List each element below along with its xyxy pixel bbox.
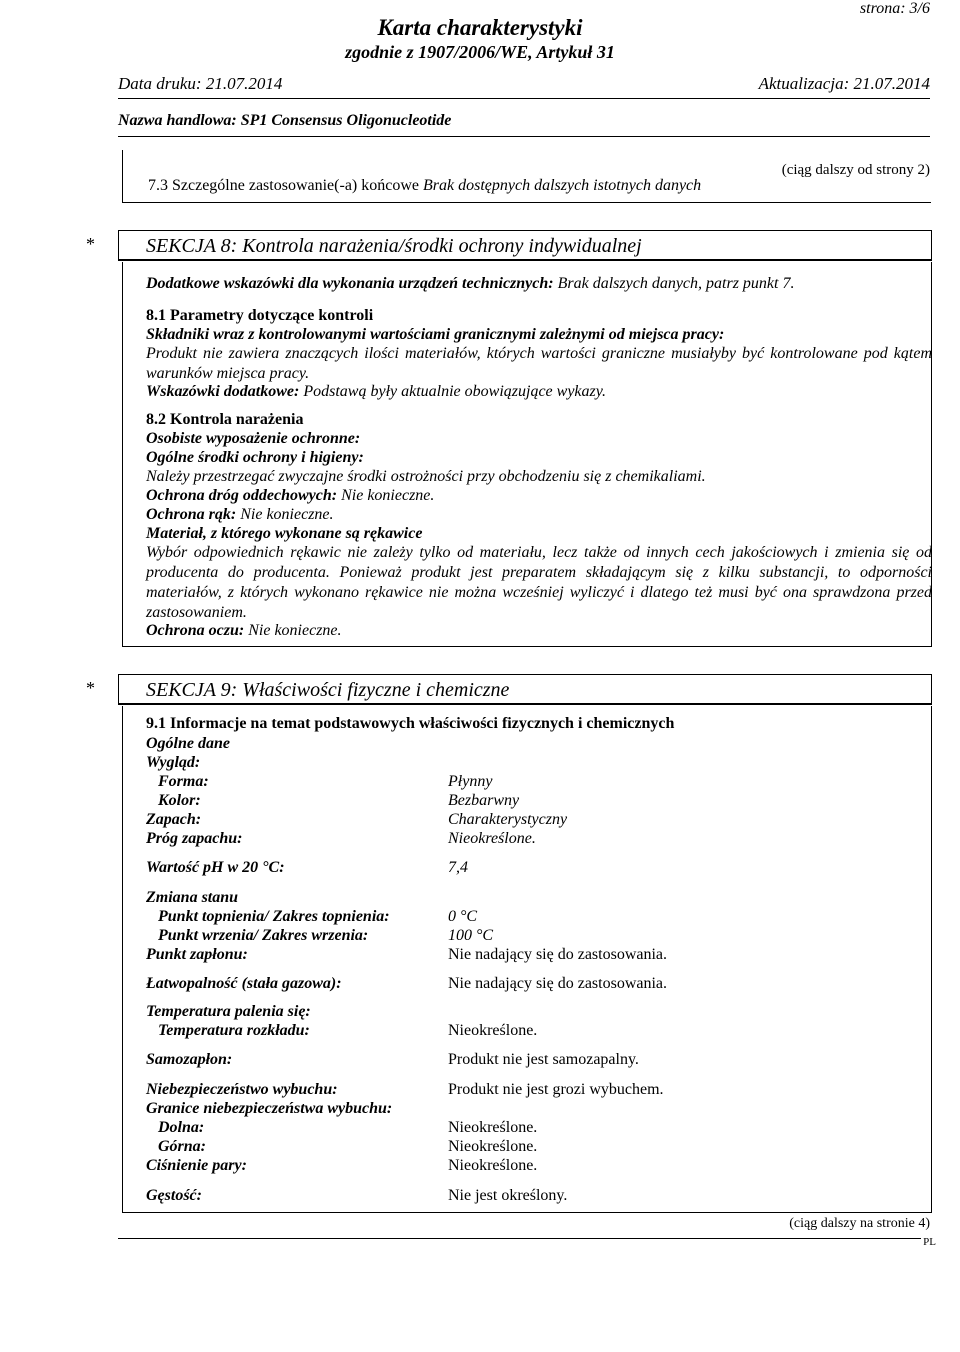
upper-limit-label: Górna: xyxy=(158,1138,207,1155)
density-value: Nie jest określony. xyxy=(448,1187,568,1204)
hints-line xyxy=(146,382,606,402)
section8-change-marker: * xyxy=(86,234,95,254)
section9-title: SEKCJA 9: Właściwości fizyczne i chemiczne xyxy=(146,679,510,701)
ppe-label: Osobiste wyposażenie ochronne: xyxy=(146,430,361,447)
density-label: Gęstość: xyxy=(146,1187,202,1204)
s73-value: Brak dostępnych dalszych istotnych danych xyxy=(423,177,702,194)
self-ignition-value: Produkt nie jest samozapalny. xyxy=(448,1051,639,1068)
odour-threshold-value: Nieokreślone. xyxy=(448,830,536,847)
vapour-pressure-label: Ciśnienie pary: xyxy=(146,1157,247,1174)
hygiene-text: Należy przestrzegać zwyczajne środki ostrożności przy obchodzeniu się z chemikaliami. xyxy=(146,468,706,485)
update-date: Aktualizacja: 21.07.2014 xyxy=(758,74,930,93)
flammability-label: Łatwopalność (stała gazowa): xyxy=(146,975,342,992)
hygiene-label: Ogólne środki ochrony i higieny: xyxy=(146,449,364,466)
hand-line xyxy=(146,505,334,525)
footer-rule xyxy=(118,1238,930,1239)
decomposition-value: Nieokreślone. xyxy=(448,1022,538,1039)
boiling-value: 100 °C xyxy=(448,927,494,944)
document-subtitle: zgodnie z 1907/2006/WE, Artykuł 31 xyxy=(345,42,615,62)
boiling-label: Punkt wrzenia/ Zakres wrzenia: xyxy=(158,927,369,944)
trade-name xyxy=(118,112,451,130)
odour-label: Zapach: xyxy=(146,811,202,828)
odour-value: Charakterystyczny xyxy=(448,811,568,828)
s73-label: 7.3 Szczególne zastosowanie(-a) końcowe xyxy=(148,177,419,194)
decomposition-label: Temperatura rozkładu: xyxy=(158,1022,310,1039)
hints-label: Wskazówki dodatkowe: xyxy=(146,383,300,400)
p82-title: 8.2 Kontrola narażenia xyxy=(146,411,304,428)
state-change-label: Zmiana stanu xyxy=(146,889,239,906)
eye-label: Ochrona oczu: xyxy=(146,622,245,639)
lower-limit-value: Nieokreślone. xyxy=(448,1119,538,1136)
color-value: Bezbarwny xyxy=(448,792,520,809)
continued-to: (ciąg dalszy na stronie 4) xyxy=(789,1216,930,1231)
extra-tech-label: Dodatkowe wskazówki dla wykonania urządzeń technicznych: xyxy=(146,275,554,292)
flash-label: Punkt zapłonu: xyxy=(146,946,248,963)
eye-line xyxy=(146,621,342,641)
s73-line xyxy=(148,176,701,196)
extra-tech-line xyxy=(146,274,794,294)
language-code: PL xyxy=(921,1232,938,1252)
glove-text: Wybór odpowiednich rękawic nie zależy tylko od materiału, lecz także od innych cech jakościowych i zmienia się od producenta do producenta. Ponieważ produkt jest preparatem składającym się z kilku substancji, to odporności materiałów, z których wykonano rękawice nie można wcześniej wyliczyć i dlatego też musi być ona sprawdzona przed zastosowaniem. xyxy=(146,544,932,621)
hints-value: Podstawą były aktualnie obowiązujące wykazy. xyxy=(303,383,606,400)
resp-line xyxy=(146,486,434,506)
document-title: Karta charakterystyki xyxy=(377,15,583,40)
hand-label: Ochrona rąk: xyxy=(146,506,237,523)
hand-value: Nie konieczne. xyxy=(240,506,334,523)
general-label: Ogólne dane xyxy=(146,735,230,752)
resp-value: Nie konieczne. xyxy=(341,487,435,504)
p81-title: 8.1 Parametry dotyczące kontroli xyxy=(146,307,374,324)
eye-value: Nie konieczne. xyxy=(248,622,342,639)
self-ignition-label: Samozapłon: xyxy=(146,1051,233,1068)
trade-rule xyxy=(118,136,930,137)
form-value: Płynny xyxy=(448,773,493,790)
appearance-label: Wygląd: xyxy=(146,754,201,771)
header-rule xyxy=(118,98,930,99)
melting-label: Punkt topnienia/ Zakres topnienia: xyxy=(158,908,390,925)
color-label: Kolor: xyxy=(158,792,201,809)
form-label: Forma: xyxy=(158,773,209,790)
flash-value: Nie nadający się do zastosowania. xyxy=(448,946,668,963)
melting-value: 0 °C xyxy=(448,908,478,925)
print-date: Data druku: 21.07.2014 xyxy=(118,74,283,93)
continued-from: (ciąg dalszy od strony 2) xyxy=(781,162,930,178)
extra-tech-value: Brak dalszych danych, patrz punkt 7. xyxy=(557,275,795,292)
explosion-limits-label: Granice niebezpieczeństwa wybuchu: xyxy=(146,1100,393,1117)
glove-label: Materiał, z którego wykonane są rękawice xyxy=(146,525,423,542)
vapour-pressure-value: Nieokreślone. xyxy=(448,1157,538,1174)
resp-label: Ochrona dróg oddechowych: xyxy=(146,487,338,504)
trade-name-label: Nazwa handlowa: xyxy=(118,112,237,129)
p91-title: 9.1 Informacje na temat podstawowych właściwości fizycznych i chemicznych xyxy=(146,715,675,732)
trade-name-value: SP1 Consensus Oligonucleotide xyxy=(240,112,452,129)
section9-change-marker: * xyxy=(86,678,95,698)
odour-threshold-label: Próg zapachu: xyxy=(146,830,243,847)
section8-title: SEKCJA 8: Kontrola narażenia/środki ochrony indywidualnej xyxy=(146,235,642,257)
ignition-temp-label: Temperatura palenia się: xyxy=(146,1003,311,1020)
upper-limit-value: Nieokreślone. xyxy=(448,1138,538,1155)
p81-text: Produkt nie zawiera znaczących ilości materiałów, których wartości graniczne musiałyby być kontrolowane pod kątem warunków miejsca pracy. xyxy=(146,345,932,382)
p81-subtitle: Składniki wraz z kontrolowanymi wartościami granicznymi zależnymi od miejsca pracy: xyxy=(146,326,725,343)
page-number: strona: 3/6 xyxy=(859,0,930,17)
lower-limit-label: Dolna: xyxy=(158,1119,205,1136)
explosion-label: Niebezpieczeństwo wybuchu: xyxy=(146,1081,338,1098)
flammability-value: Nie nadający się do zastosowania. xyxy=(448,975,668,992)
explosion-value: Produkt nie jest grozi wybuchem. xyxy=(448,1081,664,1098)
ph-label: Wartość pH w 20 °C: xyxy=(146,859,285,876)
ph-value: 7,4 xyxy=(448,859,468,876)
